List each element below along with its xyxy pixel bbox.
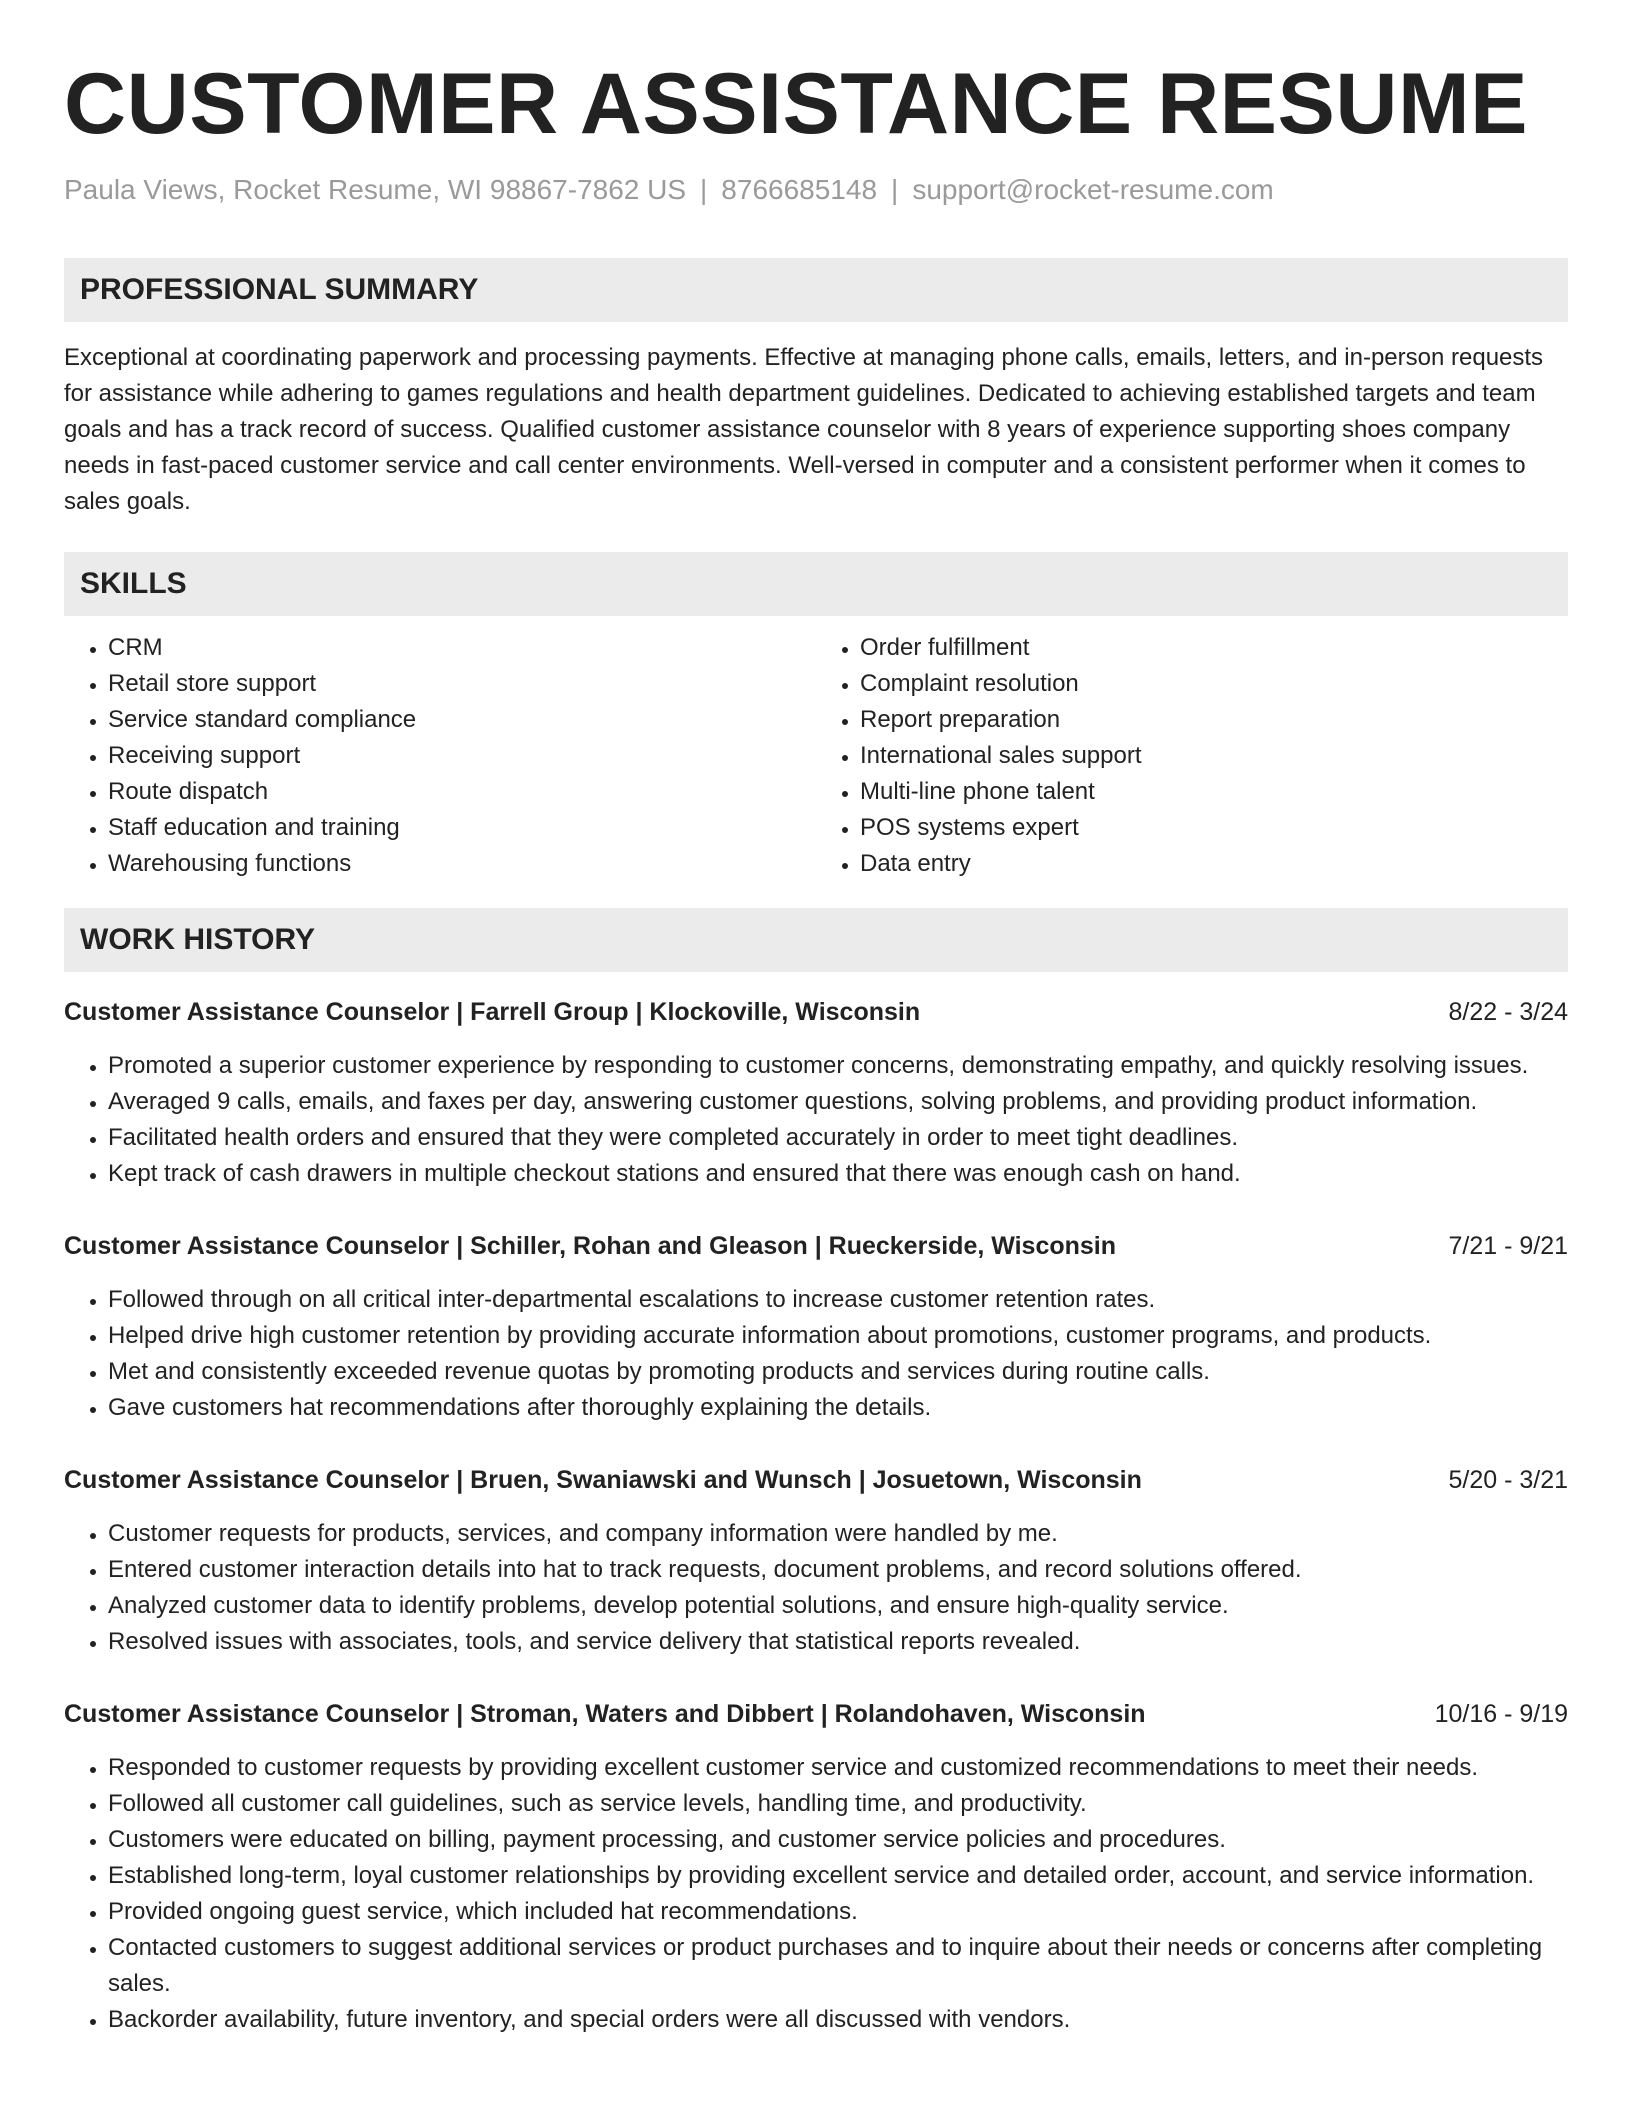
job-bullet: • Contacted customers to suggest additional services or product purchases and to inquire about their needs or concerns after completing sales. (108, 1930, 1568, 2002)
skill-item: • Route dispatch (108, 774, 816, 810)
job-bullets (64, 1750, 1568, 2038)
skill-item: • POS systems expert (860, 810, 1568, 846)
job-entry (64, 1228, 1568, 1426)
job-dates: 10/16 - 9/19 (1434, 1700, 1568, 1728)
summary-text: Exceptional at coordinating paperwork and processing payments. Effective at managing phone calls, emails, letters, and in-person requests for assistance while adhering to games regulations and health department guidelines. Dedicated to achieving established targets and team goals and has a track record of success. Qualified customer assistance counselor with 8 years of experience supporting shoes company needs in fast-paced customer service and call center environments. Well-versed in computer and a consistent performer when it comes to sales goals. (64, 344, 1544, 515)
job-dates: 7/21 - 9/21 (1448, 1232, 1568, 1260)
skill-item: • International sales support (860, 738, 1568, 774)
summary-heading: PROFESSIONAL SUMMARY (64, 258, 1568, 322)
skills-list-left (64, 630, 816, 882)
job-bullet: • Customer requests for products, services, and company information were handled by me. (108, 1516, 1568, 1552)
job-bullet: • Resolved issues with associates, tools, and service delivery that statistical reports revealed. (108, 1624, 1568, 1660)
job-entry (64, 1462, 1568, 1660)
job-dates: 8/22 - 3/24 (1448, 998, 1568, 1026)
job-bullet: • Established long-term, loyal customer relationships by providing excellent service and detailed order, account, and service information. (108, 1858, 1568, 1894)
job-title: Customer Assistance Counselor | Farrell Group | Klockoville, Wisconsin (64, 998, 921, 1026)
job-bullets (64, 1516, 1568, 1660)
job-title: Customer Assistance Counselor | Stroman, Waters and Dibbert | Rolandohaven, Wisconsin (64, 1700, 1146, 1728)
job-header (64, 1228, 1568, 1264)
skill-item: • Retail store support (108, 666, 816, 702)
contact-phone: 8766685148 (721, 174, 878, 205)
skill-item: • Data entry (860, 846, 1568, 882)
job-entry (64, 994, 1568, 1192)
job-bullet: • Kept track of cash drawers in multiple checkout stations and ensured that there was enough cash on hand. (108, 1156, 1568, 1192)
skill-item: • Staff education and training (108, 810, 816, 846)
job-title: Customer Assistance Counselor | Bruen, Swaniawski and Wunsch | Josuetown, Wisconsin (64, 1466, 1142, 1494)
job-bullet: • Followed all customer call guidelines, such as service levels, handling time, and productivity. (108, 1786, 1568, 1822)
contact-address: Paula Views, Rocket Resume, WI 98867-7862 US (64, 174, 687, 205)
work-history-heading: WORK HISTORY (64, 908, 1568, 972)
job-bullet: • Responded to customer requests by providing excellent customer service and customized recommendations to meet their needs. (108, 1750, 1568, 1786)
skills-heading: SKILLS (64, 552, 1568, 616)
job-bullets (64, 1282, 1568, 1426)
job-dates: 5/20 - 3/21 (1448, 1466, 1568, 1494)
job-header (64, 1462, 1568, 1498)
skills-columns (64, 630, 1568, 882)
job-bullet: • Facilitated health orders and ensured that they were completed accurately in order to meet tight deadlines. (108, 1120, 1568, 1156)
contact-separator: | (700, 174, 708, 205)
contact-email: support@rocket-resume.com (912, 174, 1274, 205)
contact-line (64, 172, 1568, 208)
job-bullet: • Analyzed customer data to identify problems, develop potential solutions, and ensure high-quality service. (108, 1588, 1568, 1624)
job-bullets (64, 1048, 1568, 1192)
skill-item: • CRM (108, 630, 816, 666)
job-entry (64, 1696, 1568, 2038)
job-bullet: • Provided ongoing guest service, which included hat recommendations. (108, 1894, 1568, 1930)
resume-title: CUSTOMER ASSISTANCE RESUME (64, 56, 1528, 152)
skill-item: • Warehousing functions (108, 846, 816, 882)
job-header (64, 994, 1568, 1030)
job-bullet: • Entered customer interaction details into hat to track requests, document problems, and record solutions offered. (108, 1552, 1568, 1588)
job-bullet: • Customers were educated on billing, payment processing, and customer service policies and procedures. (108, 1822, 1568, 1858)
skill-item: • Service standard compliance (108, 702, 816, 738)
skill-item: • Order fulfillment (860, 630, 1568, 666)
job-bullet: • Averaged 9 calls, emails, and faxes per day, answering customer questions, solving problems, and providing product information. (108, 1084, 1568, 1120)
job-bullet: • Gave customers hat recommendations after thoroughly explaining the details. (108, 1390, 1568, 1426)
skills-list-right (816, 630, 1568, 882)
skill-item: • Report preparation (860, 702, 1568, 738)
job-bullet: • Followed through on all critical inter-departmental escalations to increase customer retention rates. (108, 1282, 1568, 1318)
job-bullet: • Helped drive high customer retention by providing accurate information about promotions, customer programs, and products. (108, 1318, 1568, 1354)
skill-item: • Multi-line phone talent (860, 774, 1568, 810)
job-bullet: • Backorder availability, future inventory, and special orders were all discussed with vendors. (108, 2002, 1568, 2038)
skill-item: • Receiving support (108, 738, 816, 774)
skill-item: • Complaint resolution (860, 666, 1568, 702)
job-title: Customer Assistance Counselor | Schiller, Rohan and Gleason | Rueckerside, Wisconsin (64, 1232, 1117, 1260)
job-bullet: • Met and consistently exceeded revenue quotas by promoting products and services during routine calls. (108, 1354, 1568, 1390)
job-header (64, 1696, 1568, 1732)
job-bullet: • Promoted a superior customer experience by responding to customer concerns, demonstrating empathy, and quickly resolving issues. (108, 1048, 1568, 1084)
contact-separator: | (891, 174, 899, 205)
